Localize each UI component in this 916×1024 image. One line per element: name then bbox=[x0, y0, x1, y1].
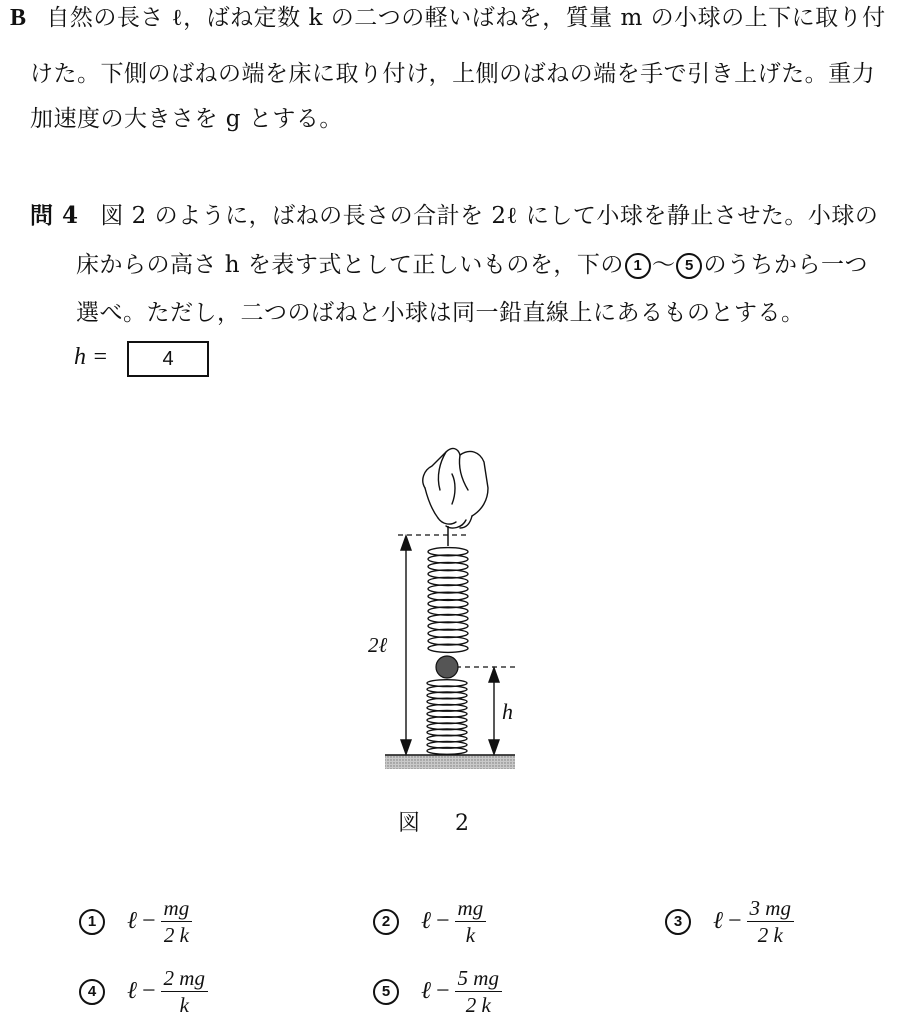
fraction-numerator: 2 mg bbox=[161, 966, 208, 992]
spring-coil bbox=[428, 563, 468, 571]
choice-number: 1 bbox=[79, 909, 105, 935]
question-text-2a: 床からの高さ h を表す式として正しいものを，下の bbox=[76, 252, 624, 278]
spring-coil bbox=[428, 577, 468, 585]
section-text-3: 加速度の大きさを g とする。 bbox=[30, 106, 343, 132]
choice-4[interactable] bbox=[79, 966, 208, 1017]
label-total-length: 2ℓ bbox=[368, 633, 388, 657]
choice-minus: − bbox=[142, 978, 156, 1004]
question-text-1: 図 2 のように，ばねの長さの合計を 2ℓ にして小球を静止させた。小球の bbox=[100, 203, 879, 229]
spring-coil bbox=[427, 680, 467, 687]
spring-coil bbox=[428, 644, 468, 652]
spring-coil bbox=[427, 741, 467, 748]
choice-ell: ℓ bbox=[421, 978, 431, 1004]
choice-ell: ℓ bbox=[421, 908, 431, 934]
spring-coil bbox=[427, 692, 467, 699]
spring-coil bbox=[428, 622, 468, 630]
answer-lhs: h = bbox=[74, 344, 109, 370]
lower-spring bbox=[427, 680, 467, 755]
section-b-line-1 bbox=[10, 3, 886, 33]
spring-coil bbox=[427, 717, 467, 724]
fraction-numerator: 3 mg bbox=[747, 896, 794, 922]
spring-coil bbox=[427, 729, 467, 736]
choice-5[interactable] bbox=[373, 966, 502, 1017]
choice-range-sep: ～ bbox=[651, 252, 676, 278]
spring-coil bbox=[428, 592, 468, 600]
upper-spring bbox=[428, 548, 468, 653]
choice-1[interactable] bbox=[79, 896, 192, 947]
spring-coil bbox=[427, 704, 467, 711]
spring-coil bbox=[427, 723, 467, 730]
spring-coil bbox=[427, 735, 467, 742]
answer-box[interactable]: 4 bbox=[127, 341, 209, 377]
spring-coil bbox=[427, 748, 467, 755]
floor bbox=[385, 755, 515, 769]
question-line-2 bbox=[76, 250, 868, 280]
choice-fraction bbox=[161, 966, 208, 1017]
choice-fraction bbox=[747, 896, 794, 947]
choice-number: 4 bbox=[79, 979, 105, 1005]
choice-minus: − bbox=[436, 978, 450, 1004]
fraction-numerator: mg bbox=[161, 896, 193, 922]
spring-coil bbox=[427, 711, 467, 718]
choice-minus: − bbox=[142, 908, 156, 934]
hand-icon bbox=[423, 448, 488, 528]
choice-fraction bbox=[455, 896, 487, 947]
figure-caption: 図 2 bbox=[398, 811, 483, 836]
total-length-arrow bbox=[401, 536, 411, 754]
spring-coil bbox=[427, 686, 467, 693]
spring-coil bbox=[428, 629, 468, 637]
fraction-denominator: 2 k bbox=[757, 923, 783, 947]
question-line-1 bbox=[30, 201, 878, 231]
fraction-denominator: k bbox=[179, 993, 189, 1017]
fraction-numerator: 5 mg bbox=[455, 966, 502, 992]
spring-coil bbox=[428, 637, 468, 645]
height-arrow bbox=[489, 668, 499, 754]
question-label: 問 4 bbox=[30, 202, 79, 229]
choice-range-start: 1 bbox=[625, 253, 651, 279]
question-text-2b: のうちから一つ bbox=[703, 252, 868, 278]
question-text-3: 選べ。ただし，二つのばねと小球は同一鉛直線上にあるものとする。 bbox=[76, 300, 805, 326]
fraction-denominator: 2 k bbox=[465, 993, 491, 1017]
ball bbox=[436, 656, 458, 678]
spring-coil bbox=[428, 615, 468, 623]
choice-fraction bbox=[161, 896, 193, 947]
spring-coil bbox=[428, 607, 468, 615]
spring-coil bbox=[428, 585, 468, 593]
section-b-line-3 bbox=[30, 104, 343, 134]
section-text-2: けた。下側のばねの端を床に取り付け，上側のばねの端を手で引き上げた。重力 bbox=[30, 61, 876, 87]
choice-ell: ℓ bbox=[127, 908, 137, 934]
section-text-1: 自然の長さ ℓ，ばね定数 k の二つの軽いばねを，質量 m の小球の上下に取り付 bbox=[46, 5, 886, 31]
spring-coil bbox=[428, 600, 468, 608]
choice-fraction bbox=[455, 966, 502, 1017]
choice-ell: ℓ bbox=[713, 908, 723, 934]
choice-number: 2 bbox=[373, 909, 399, 935]
choice-number: 3 bbox=[665, 909, 691, 935]
spring-coil bbox=[427, 698, 467, 705]
choice-range-end: 5 bbox=[676, 253, 702, 279]
fraction-numerator: mg bbox=[455, 896, 487, 922]
spring-coil bbox=[428, 570, 468, 578]
label-height: h bbox=[502, 699, 513, 724]
spring-coil bbox=[428, 555, 468, 563]
choice-minus: − bbox=[436, 908, 450, 934]
section-label: B bbox=[10, 5, 27, 31]
choice-number: 5 bbox=[373, 979, 399, 1005]
choice-3[interactable] bbox=[665, 896, 794, 947]
choice-ell: ℓ bbox=[127, 978, 137, 1004]
fraction-denominator: 2 k bbox=[163, 923, 189, 947]
fraction-denominator: k bbox=[465, 923, 476, 947]
spring-coil bbox=[428, 548, 468, 556]
question-line-3 bbox=[76, 298, 805, 328]
choice-minus: − bbox=[728, 908, 742, 934]
choice-2[interactable] bbox=[373, 896, 486, 947]
section-b-line-2 bbox=[30, 59, 875, 89]
